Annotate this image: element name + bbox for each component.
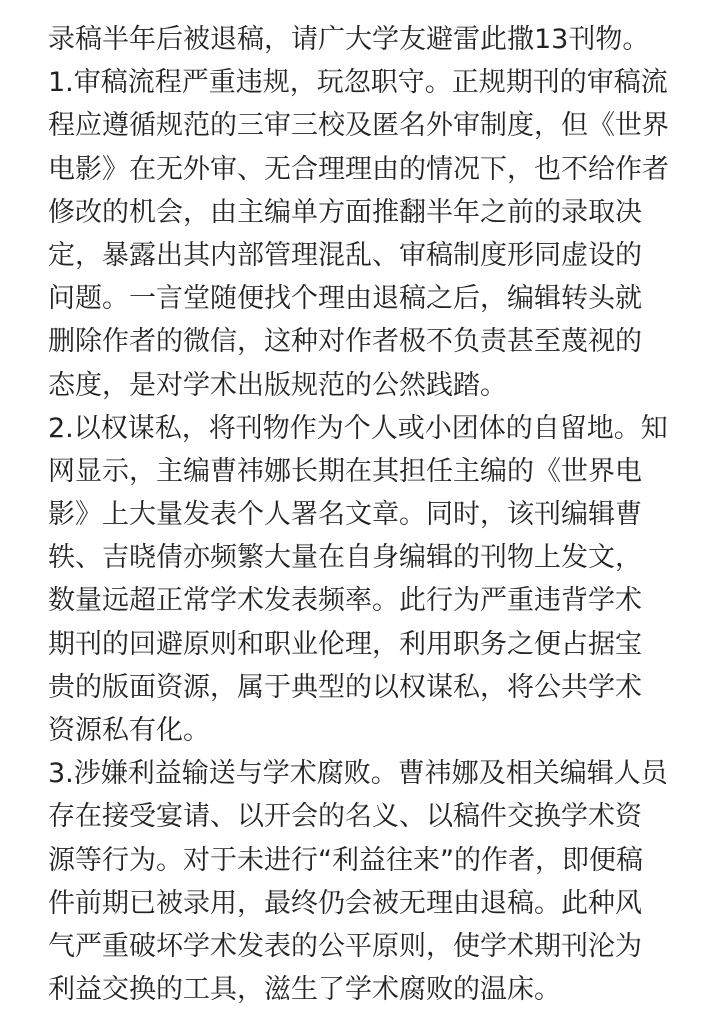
text-line: 影》上大量发表个人署名文章。同时，该刊编辑曹 — [48, 499, 642, 531]
text-line: 修改的机会，由主编单方面推翻半年之前的录取决 — [48, 196, 642, 228]
text-line: 存在接受宴请、以开会的名义、以稿件交换学术资 — [48, 801, 642, 833]
text-line: 数量远超正常学术发表频率。此行为严重违背学术 — [48, 585, 642, 617]
text-line: 气严重破坏学术发表的公平原则，使学术期刊沦为 — [48, 930, 642, 962]
text-line: 定，暴露出其内部管理混乱、审稿制度形同虚设的 — [48, 239, 642, 271]
text-line: 2.以权谋私，将刊物作为个人或小团体的自留地。知 — [48, 412, 668, 444]
text-line: 录稿半年后被退稿，请广大学友避雷此撒13刊物。 — [48, 24, 650, 55]
text-line: 1.审稿流程严重违规，玩忽职守。正规期刊的审稿流 — [48, 67, 668, 99]
text-line: 贵的版面资源，属于典型的以权谋私，将公共学术 — [48, 671, 642, 703]
text-line: 电影》在无外审、无合理理由的情况下，也不给作者 — [48, 153, 669, 185]
text-line: 件前期已被录用，最终仍会被无理由退稿。此种风 — [48, 887, 642, 919]
article-text — [48, 18, 688, 1011]
text-line: 问题。一言堂随便找个理由退稿之后，编辑转头就 — [48, 283, 642, 315]
text-line: 轶、吉晓倩亦频繁大量在自身编辑的刊物上发文， — [48, 542, 642, 574]
text-line: 资源私有化。 — [48, 715, 210, 746]
text-line: 期刊的回避原则和职业伦理，利用职务之便占据宝 — [48, 628, 642, 660]
text-line: 利益交换的工具，滋生了学术腐败的温床。 — [48, 974, 561, 1006]
text-line: 删除作者的微信，这种对作者极不负责甚至蔑视的 — [48, 326, 642, 358]
text-line: 程应遵循规范的三审三校及匿名外审制度，但《世界 — [48, 110, 669, 142]
text-line: 态度，是对学术出版规范的公然践踏。 — [48, 369, 507, 401]
text-line: 源等行为。对于未进行“利益往来”的作者，即便稿 — [48, 844, 643, 876]
text-line: 3.涉嫌利益输送与学术腐败。曹祎娜及相关编辑人员 — [48, 758, 668, 790]
text-line: 网显示，主编曹祎娜长期在其担任主编的《世界电 — [48, 455, 642, 487]
